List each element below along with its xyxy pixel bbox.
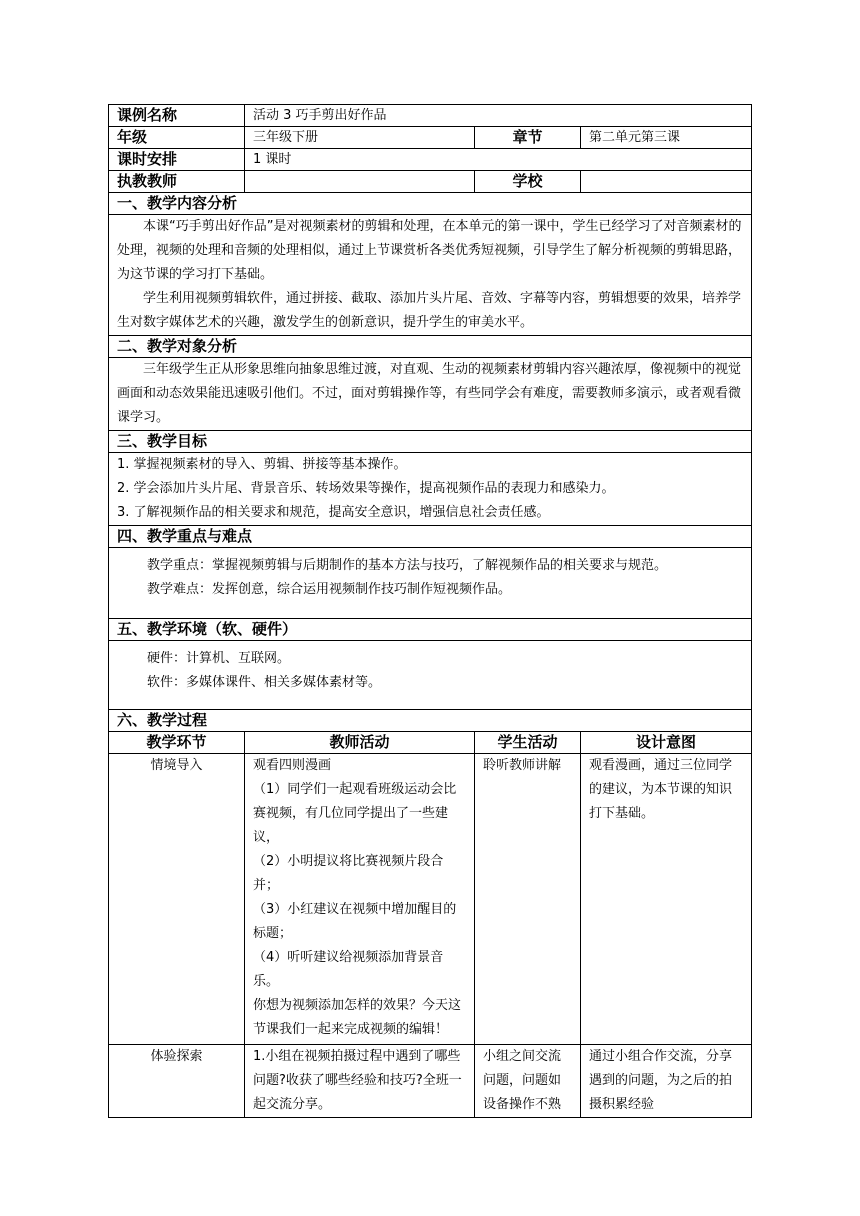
teacher-activity-line: （4）听听建议给视频添加背景音乐。 xyxy=(253,950,444,989)
process-row xyxy=(109,1045,752,1118)
grade-row xyxy=(109,127,752,149)
section-objectives-body xyxy=(109,453,752,526)
teacher-activity-line: （2）小明提议将比赛视频片段合并； xyxy=(253,854,444,893)
teacher-value xyxy=(245,171,475,193)
hours-row xyxy=(109,149,752,171)
process-design-intent: 通过小组合作交流，分享遇到的问题，为之后的拍摄积累经验 xyxy=(581,1045,752,1118)
chapter-value: 第二单元第三课 xyxy=(581,127,752,149)
teacher-activity-line: 1.小组在视频拍摄过程中遇到了哪些问题?收获了哪些经验和技巧?全班一起交流分享。 xyxy=(253,1049,462,1112)
content-analysis-paragraph: 学生利用视频剪辑软件，通过拼接、截取、添加片头片尾、音效、字幕等内容，剪辑想要的效果，培养学生对数字媒体艺术的兴趣，激发学生的创新意识，提升学生的审美水平。 xyxy=(117,291,742,330)
section-content-analysis-title: 一、教学内容分析 xyxy=(109,193,752,215)
process-header-stage: 教学环节 xyxy=(109,732,245,754)
objective-item: 2. 学会添加片头片尾、背景音乐、转场效果等操作，提高视频作品的表现力和感染力。 xyxy=(117,481,615,496)
process-stage: 情境导入 xyxy=(109,754,245,1045)
process-stage: 体验探索 xyxy=(109,1045,245,1118)
teacher-activity-line: 观看四则漫画 xyxy=(253,758,332,773)
teacher-activity-line: （1）同学们一起观看班级运动会比赛视频，有几位同学提出了一些建议， xyxy=(253,782,457,845)
hours-label: 课时安排 xyxy=(109,149,245,171)
process-header-student: 学生活动 xyxy=(475,732,581,754)
section-process-title: 六、教学过程 xyxy=(109,710,752,732)
section-environment-title: 五、教学环境（软、硬件） xyxy=(109,619,752,641)
grade-label: 年级 xyxy=(109,127,245,149)
process-teacher-activity xyxy=(245,754,475,1045)
process-student-activity: 小组之间交流问题，问题如设备操作不熟 xyxy=(475,1045,581,1118)
section-environment-body xyxy=(109,641,752,710)
section-objectives-title: 三、教学目标 xyxy=(109,431,752,453)
teacher-activity-line: 你想为视频添加怎样的效果？今天这节课我们一起来完成视频的编辑！ xyxy=(253,998,462,1037)
school-label: 学校 xyxy=(475,171,581,193)
section-student-analysis-title: 二、教学对象分析 xyxy=(109,336,752,358)
teacher-label: 执教教师 xyxy=(109,171,245,193)
process-header-teacher: 教师活动 xyxy=(245,732,475,754)
section-key-points-title: 四、教学重点与难点 xyxy=(109,526,752,548)
course-name-value: 活动 3 巧手剪出好作品 xyxy=(245,105,752,127)
hours-value: 1 课时 xyxy=(245,149,752,171)
process-student-activity: 聆听教师讲解 xyxy=(475,754,581,1045)
chapter-label: 章节 xyxy=(475,127,581,149)
student-analysis-paragraph: 三年级学生正从形象思维向抽象思维过渡，对直观、生动的视频素材剪辑内容兴趣浓厚，像视频中的视觉画面和动态效果能迅速吸引他们。不过，面对剪辑操作等，有些同学会有难度，需要教师多演示，或者观看微课学习。 xyxy=(117,362,742,425)
course-name-label: 课例名称 xyxy=(109,105,245,127)
grade-value: 三年级下册 xyxy=(245,127,475,149)
key-point-text: 教学重点：掌握视频剪辑与后期制作的基本方法与技巧，了解视频作品的相关要求与规范。 xyxy=(147,558,668,573)
lesson-plan-table xyxy=(108,104,752,1118)
process-design-intent: 观看漫画，通过三位同学的建议，为本节课的知识打下基础。 xyxy=(581,754,752,1045)
difficulty-text: 教学难点：发挥创意，综合运用视频制作技巧制作短视频作品。 xyxy=(147,582,512,597)
hardware-text: 硬件：计算机、互联网。 xyxy=(147,651,291,666)
process-row xyxy=(109,754,752,1045)
content-analysis-paragraph: 本课“巧手剪出好作品”是对视频素材的剪辑和处理，在本单元的第一课中，学生已经学习了对音频素材的处理，视频的处理和音频的处理相似，通过上节课赏析各类优秀短视频，引导学生了解分析视频的剪辑思路，为这节课的学习打下基础。 xyxy=(117,219,742,282)
objective-item: 1. 掌握视频素材的导入、剪辑、拼接等基本操作。 xyxy=(117,457,407,472)
process-header-row xyxy=(109,732,752,754)
teacher-row xyxy=(109,171,752,193)
process-teacher-activity xyxy=(245,1045,475,1118)
process-header-intent: 设计意图 xyxy=(581,732,752,754)
section-student-analysis-body xyxy=(109,358,752,431)
school-value xyxy=(581,171,752,193)
software-text: 软件：多媒体课件、相关多媒体素材等。 xyxy=(147,675,382,690)
teacher-activity-line: （3）小红建议在视频中增加醒目的标题； xyxy=(253,902,457,941)
section-content-analysis-body xyxy=(109,215,752,336)
objective-item: 3. 了解视频作品的相关要求和规范，提高安全意识，增强信息社会责任感。 xyxy=(117,505,550,520)
section-key-points-body xyxy=(109,548,752,619)
course-name-row xyxy=(109,105,752,127)
